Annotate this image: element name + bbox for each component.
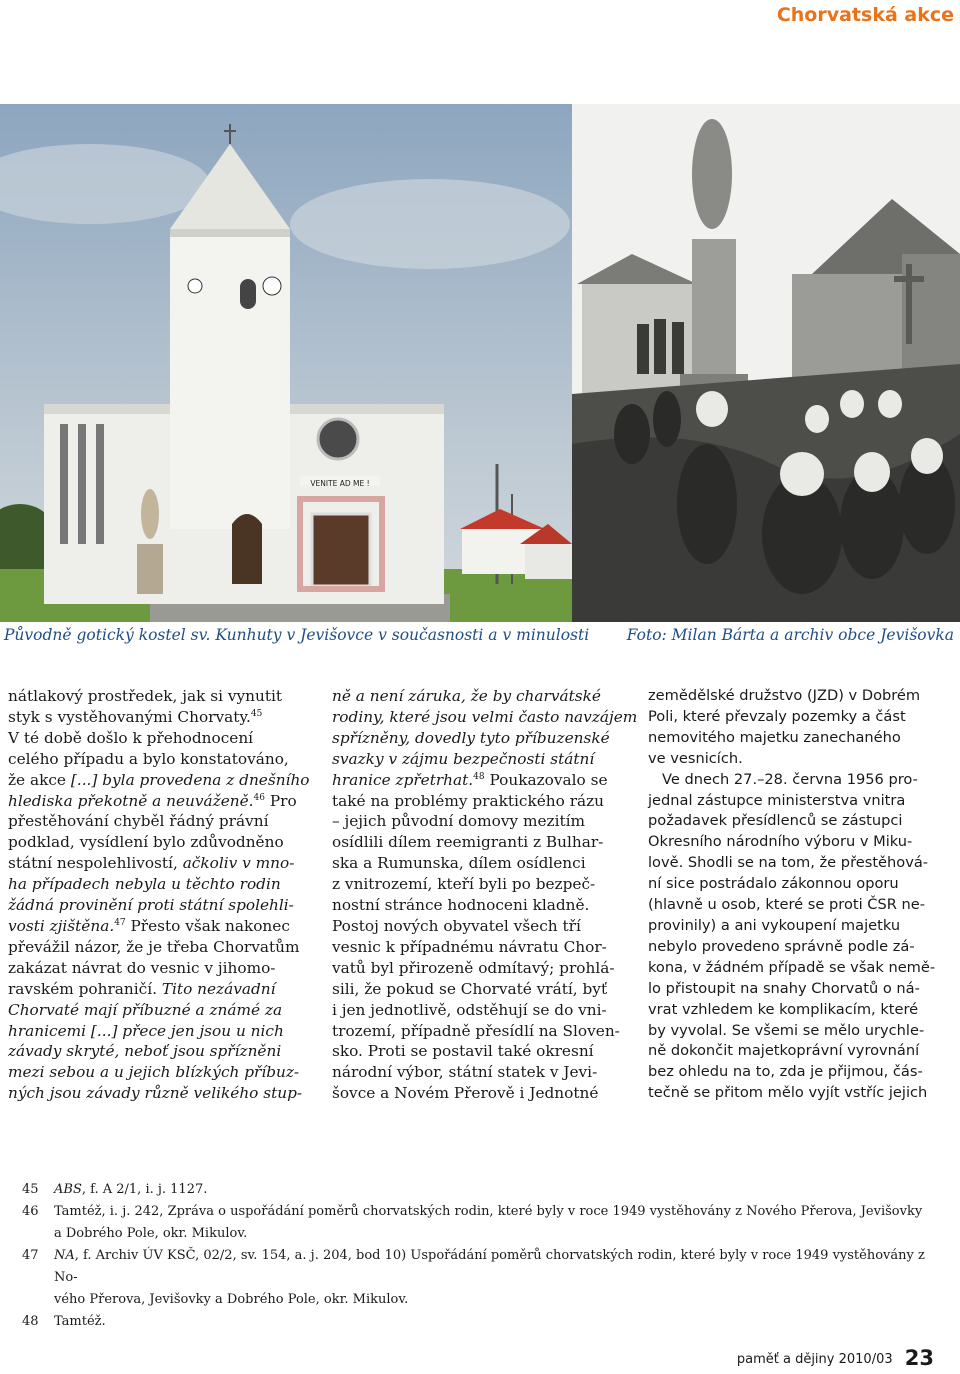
text-line: státní nespolehlivostí, ačkoliv v mno- <box>8 854 295 873</box>
text-line: závady skryté, neboť jsou spřízněni <box>8 1042 282 1061</box>
text-line: (hlavně u osob, které se proti ČSR ne- <box>648 896 926 914</box>
footnotes <box>22 1179 942 1333</box>
text-line: přestěhování chyběl řádný právní <box>8 812 269 831</box>
text-line: jednal zástupce ministerstva vnitra <box>648 791 906 809</box>
text-line: Ve dnech 27.–28. června 1956 pro- <box>662 770 918 788</box>
text-line: bez ohledu na to, zda je přijmou, čás- <box>648 1063 923 1081</box>
text-line: zemědělské družstvo (JZD) v Dobrém <box>648 687 921 704</box>
facade-inscription: VENITE AD ME ! <box>310 479 370 488</box>
footnote-continuation: vého Přerova, Jevišovky a Dobrého Pole, okr. Mikulov. <box>54 1292 409 1307</box>
text-line: požadavek přesídlenců se zástupci <box>648 812 903 830</box>
text-line: ha případech nebyla u těchto rodin <box>8 875 281 894</box>
text-line: Chorvaté mají příbuzné a známé za <box>8 1000 283 1019</box>
text-line: žádná provinění proti státní spolehli- <box>8 896 294 915</box>
text-line: vatů byl přirozeně odmítavý; prohlá- <box>332 958 615 977</box>
text-line: hranicemi [...] přece jen jsou u nich <box>8 1021 284 1040</box>
text-line: ve vesnicích. <box>648 749 743 767</box>
text-line: ravském pohraničí. Tito nezávadní <box>8 979 276 998</box>
text-line: že akce [...] byla provedena z dnešního <box>8 770 310 789</box>
text-line: národní výbor, státní statek v Jevi- <box>332 1063 598 1082</box>
text-line: nebylo provedeno správně podle zá- <box>648 937 915 955</box>
text-line: podklad, vysídlení bylo zdůvodněno <box>8 833 284 852</box>
text-line: nemovitého majetku zanechaného <box>648 728 901 746</box>
publication-name: paměť a dějiny 2010/03 <box>736 1352 893 1367</box>
church-past-photo <box>572 104 960 622</box>
text-line: Okresního národního výboru v Miku- <box>648 833 913 851</box>
footnote: 47 NA, f. Archiv ÚV KSČ, 02/2, sv. 154, a. j. 204, bod 10) Uspořádání poměrů chorvatských rodin, které byly v roce 1949 vystěhovány z No- <box>22 1248 925 1285</box>
text-line: ska a Rumunska, dílem osídlenci <box>332 854 586 873</box>
text-line: styk s vystěhovanými Chorvaty.$^{45}$ <box>8 707 263 726</box>
text-line: lově. Shodli se na tom, že přestěhová- <box>648 854 929 872</box>
text-line: Poli, které převzaly pozemky a část <box>648 707 906 725</box>
church-present-photo <box>0 104 572 622</box>
footnote-ref: 46 <box>253 792 265 803</box>
text-line: nostní stránce hodnoceni kladně. <box>332 896 590 915</box>
text-line: ně dokončit majetkoprávní vyrovnání <box>648 1042 920 1060</box>
text-column-1 <box>8 686 308 1104</box>
text-line: Postoj nových obyvatel všech tří <box>332 916 581 935</box>
text-line: nátlakový prostředek, jak si vynutit <box>8 687 283 705</box>
text-line: provinily) a ani vykoupení majetku <box>648 916 901 934</box>
text-line: trozemí, případně přesídlí na Sloven- <box>332 1021 620 1040</box>
page-number: 23 <box>904 1346 934 1370</box>
text-line: spřízněny, dovedly tyto příbuzenské <box>332 728 610 747</box>
text-line: V té době došlo k přehodnocení <box>8 728 254 747</box>
text-column-2 <box>332 686 638 1104</box>
text-line: by vyvolal. Se všemi se mělo urychle- <box>648 1021 925 1039</box>
footnote-ref: 45 <box>250 708 263 719</box>
text-line: vrat vzhledem ke komplikacím, které <box>648 1000 919 1018</box>
footnote-continuation: a Dobrého Pole, okr. Mikulov. <box>54 1226 248 1241</box>
text-line: převážil názor, že je třeba Chorvatům <box>8 937 300 956</box>
text-line: také na problémy praktického rázu <box>332 791 605 810</box>
text-line: šovce a Novém Přerově i Jednotné <box>332 1084 599 1103</box>
text-line: osídlili dílem reemigranti z Bulhar- <box>332 833 604 852</box>
text-line: ní sice postrádalo zákonnou oporu <box>648 875 899 893</box>
text-line: ných jsou závady různě velikého stup- <box>8 1084 303 1103</box>
text-line: vesnic k případnému návratu Chor- <box>332 937 607 956</box>
footnote: 48 Tamtéž. <box>22 1314 106 1329</box>
footnote: 45 ABS, f. A 2/1, i. j. 1127. <box>22 1182 208 1197</box>
text-line: kona, v žádném případě se však nemě- <box>648 958 936 976</box>
text-line: sko. Proti se postavil také okresní <box>332 1042 594 1061</box>
text-line: hlediska překotně a neuváženě.$^{46}$ Pro <box>8 791 297 810</box>
text-line: svazky v zájmu bezpečnosti státní <box>332 749 595 768</box>
page-footer <box>737 1346 934 1370</box>
text-line: mezi sebou a u jejich blízkých příbuz- <box>8 1063 300 1082</box>
text-column-3 <box>648 686 948 1104</box>
footnote-ref: 48 <box>473 771 485 782</box>
text-line: celého případu a bylo konstatováno, <box>8 749 289 768</box>
section-title: Chorvatská akce <box>776 4 954 26</box>
text-line: z vnitrozemí, kteří byli po bezpeč- <box>332 875 596 894</box>
text-line: – jejich původní domovy mezitím <box>332 812 586 831</box>
text-line: sili, že pokud se Chorvaté vrátí, byť <box>332 979 608 998</box>
footnote: 46 Tamtéž, i. j. 242, Zpráva o uspořádání poměrů chorvatských rodin, které byly v roce 1949 vystěhovány z Nového Přerova, Jevišovky <box>22 1204 923 1219</box>
footnote-ref: 47 <box>114 917 126 928</box>
photo-caption-left: Původně gotický kostel sv. Kunhuty v Jevišovce v současnosti a v minulosti <box>4 626 590 644</box>
text-line: hranice zpřetrhat.$^{48}$ Poukazovalo se <box>332 770 608 789</box>
text-line: tečně se přitom mělo vyjít vstříc jejich <box>648 1084 928 1102</box>
text-line: rodiny, které jsou velmi často navzájem <box>332 707 638 726</box>
text-line: vosti zjištěna.$^{47}$ Přesto však nakonec <box>8 916 290 935</box>
text-line: zakázat návrat do vesnic v jihomo- <box>8 958 276 977</box>
text-line: ně a není záruka, že by charvátské <box>332 687 601 705</box>
text-line: lo přistoupit na snahy Chorvatů o ná- <box>648 979 920 997</box>
text-line: i jen jednotlivě, odstěhují se do vni- <box>332 1000 607 1019</box>
photo-credit: Foto: Milan Bárta a archiv obce Jevišovka <box>626 626 954 644</box>
